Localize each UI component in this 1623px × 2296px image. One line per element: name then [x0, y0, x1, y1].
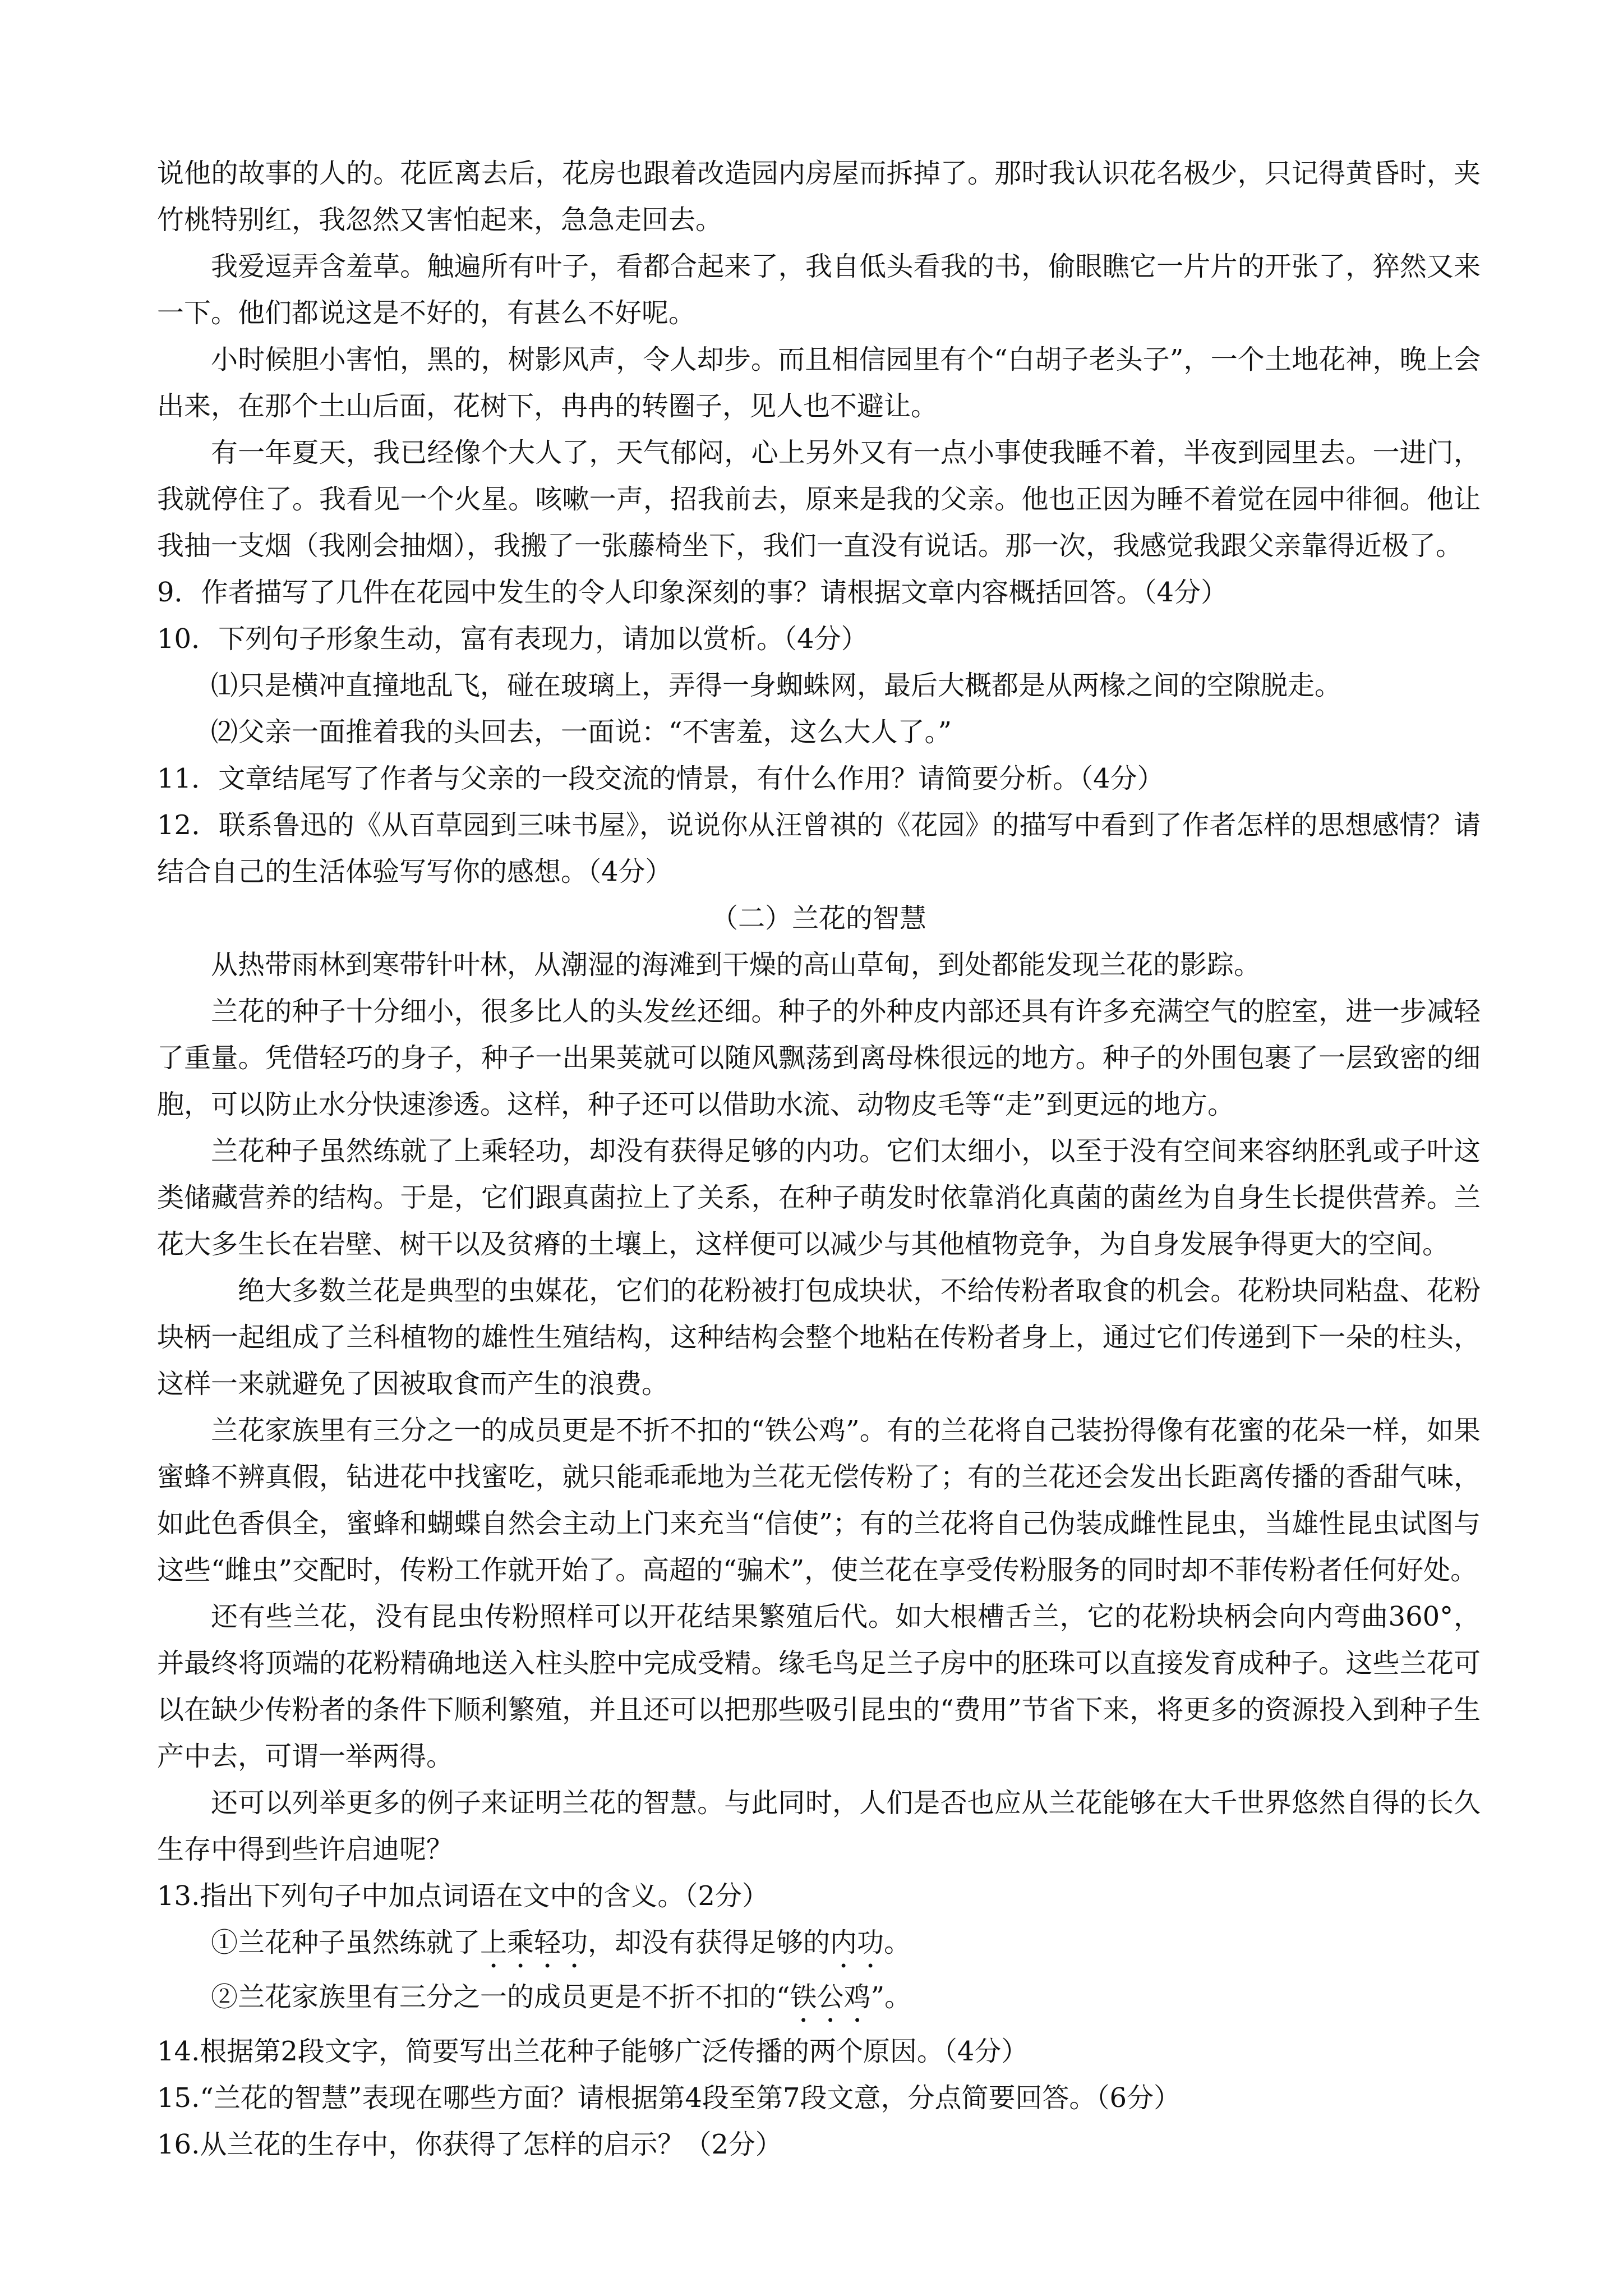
paragraph-childhood-fear: 小时候胆小害怕，黑的，树影风声，令人却步。而且相信园里有个“白胡子老头子”，一个土地花神，晚上会出来，在那个土山后面，花树下，冉冉的转圈子，见人也不避让。 [157, 344, 1481, 422]
question-16: 16.从兰花的生存中，你获得了怎样的启示？（2分） [157, 2129, 782, 2160]
exam-page [157, 150, 1481, 2168]
question-13-sentence-2 [157, 1974, 1481, 2028]
orchid-paragraph-4: 绝大多数兰花是典型的虫媒花，它们的花粉被打包成块状，不给传粉者取食的机会。花粉块同粘盘、花粉块柄一起组成了兰科植物的雄性生殖结构，这种结构会整个地粘在传粉者身上，通过它们传递到下一朵的柱头，这样一来就避免了因被取食而产生的浪费。 [157, 1275, 1481, 1400]
question-10: 10．下列句子形象生动，富有表现力，请加以赏析。（4分） [157, 623, 868, 655]
q13-2-text-c: ”。 [870, 1981, 912, 2013]
q13-2-text-a: ②兰花家族里有三分之一的成员更是不折不扣的“ [211, 1981, 790, 2013]
question-9: 9．作者描写了几件在花园中发生的令人印象深刻的事？请根据文章内容概括回答。（4分） [157, 577, 1228, 608]
q13-1-text-c: ，却没有获得足够的 [588, 1927, 831, 1958]
q13-2-dotted-term-miser: 铁公鸡 [790, 1981, 871, 2013]
question-15: 15.“兰花的智慧”表现在哪些方面？请根据第4段至第7段文意，分点简要回答。（6分） [157, 2082, 1181, 2114]
paragraph-father-night: 有一年夏天，我已经像个大人了，天气郁闷，心上另外又有一点小事使我睡不着，半夜到园里去。一进门，我就停住了。我看见一个火星。咳嗽一声，招我前去，原来是我的父亲。他也正因为睡不着觉在园中徘徊。他让我抽一支烟（我刚会抽烟），我搬了一张藤椅坐下，我们一直没有说话。那一次，我感觉我跟父亲靠得近极了。 [157, 437, 1481, 562]
paragraph-mimosa: 我爱逗弄含羞草。触遍所有叶子，看都合起来了，我自低头看我的书，偷眼瞧它一片片的开张了，猝然又来一下。他们都说这是不好的，有甚么不好呢。 [157, 251, 1481, 329]
orchid-paragraph-3: 兰花种子虽然练就了上乘轻功，却没有获得足够的内功。它们太细小，以至于没有空间来容纳胚乳或子叶这类储藏营养的结构。于是，它们跟真菌拉上了关系，在种子萌发时依靠消化真菌的菌丝为自身生长提供营养。兰花大多生长在岩壁、树干以及贫瘠的土壤上，这样便可以减少与其他植物竞争，为自身发展争得更大的空间。 [157, 1135, 1481, 1260]
question-11: 11．文章结尾写了作者与父亲的一段交流的情景，有什么作用？请简要分析。（4分） [157, 763, 1164, 794]
q13-1-dotted-term-inner-skill: 内功 [830, 1927, 884, 1958]
orchid-paragraph-7: 还可以列举更多的例子来证明兰花的智慧。与此同时，人们是否也应从兰花能够在大千世界悠然自得的长久生存中得到些许启迪呢？ [157, 1787, 1481, 1865]
question-12: 12．联系鲁迅的《从百草园到三味书屋》，说说你从汪曾祺的《花园》的描写中看到了作者怎样的思想感情？请结合自己的生活体验写写你的感想。（4分） [157, 809, 1481, 887]
q13-1-dotted-term-light-skill: 上乘轻功 [480, 1927, 588, 1958]
question-13: 13.指出下列句子中加点词语在文中的含义。（2分） [157, 1880, 769, 1912]
question-13-sentence-1 [157, 1920, 1481, 1974]
section-title-orchid: （二）兰花的智慧 [711, 903, 926, 934]
question-10-sentence-2: ⑵父亲一面推着我的头回去，一面说：“不害羞，这么大人了。” [211, 716, 952, 748]
paragraph-garden-continued: 说他的故事的人的。花匠离去后，花房也跟着改造园内房屋而拆掉了。那时我认识花名极少，只记得黄昏时，夹竹桃特别红，我忽然又害怕起来，急急走回去。 [157, 158, 1481, 236]
orchid-paragraph-2: 兰花的种子十分细小，很多比人的头发丝还细。种子的外种皮内部还具有许多充满空气的腔室，进一步减轻了重量。凭借轻巧的身子，种子一出果荚就可以随风飘荡到离母株很远的地方。种子的外围包裹了一层致密的细胞，可以防止水分快速渗透。这样，种子还可以借助水流、动物皮毛等“走”到更远的地方。 [157, 996, 1481, 1120]
orchid-paragraph-1: 从热带雨林到寒带针叶林，从潮湿的海滩到干燥的高山草甸，到处都能发现兰花的影踪。 [211, 949, 1261, 981]
question-10-sentence-1: ⑴只是横冲直撞地乱飞，碰在玻璃上，弄得一身蜘蛛网，最后大概都是从两椽之间的空隙脱走。 [211, 670, 1342, 701]
question-14: 14.根据第2段文字，简要写出兰花种子能够广泛传播的两个原因。（4分） [157, 2036, 1029, 2067]
q13-1-text-a: ①兰花种子虽然练就了 [211, 1927, 481, 1958]
orchid-paragraph-6: 还有些兰花，没有昆虫传粉照样可以开花结果繁殖后代。如大根槽舌兰，它的花粉块柄会向内弯曲360°，并最终将顶端的花粉精确地送入柱头腔中完成受精。缘毛鸟足兰子房中的胚珠可以直接发育成种子。这些兰花可以在缺少传粉者的条件下顺利繁殖，并且还可以把那些吸引昆虫的“费用”节省下来，将更多的资源投入到种子生产中去，可谓一举两得。 [157, 1601, 1481, 1772]
orchid-paragraph-5: 兰花家族里有三分之一的成员更是不折不扣的“铁公鸡”。有的兰花将自己装扮得像有花蜜的花朵一样，如果蜜蜂不辨真假，钻进花中找蜜吃，就只能乖乖地为兰花无偿传粉了；有的兰花还会发出长距离传播的香甜气味，如此色香俱全，蜜蜂和蝴蝶自然会主动上门来充当“信使”；有的兰花将自己伪装成雌性昆虫，当雄性昆虫试图与这些“雌虫”交配时，传粉工作就开始了。高超的“骗术”，使兰花在享受传粉服务的同时却不菲传粉者任何好处。 [157, 1415, 1481, 1586]
q13-1-text-e: 。 [884, 1927, 911, 1958]
